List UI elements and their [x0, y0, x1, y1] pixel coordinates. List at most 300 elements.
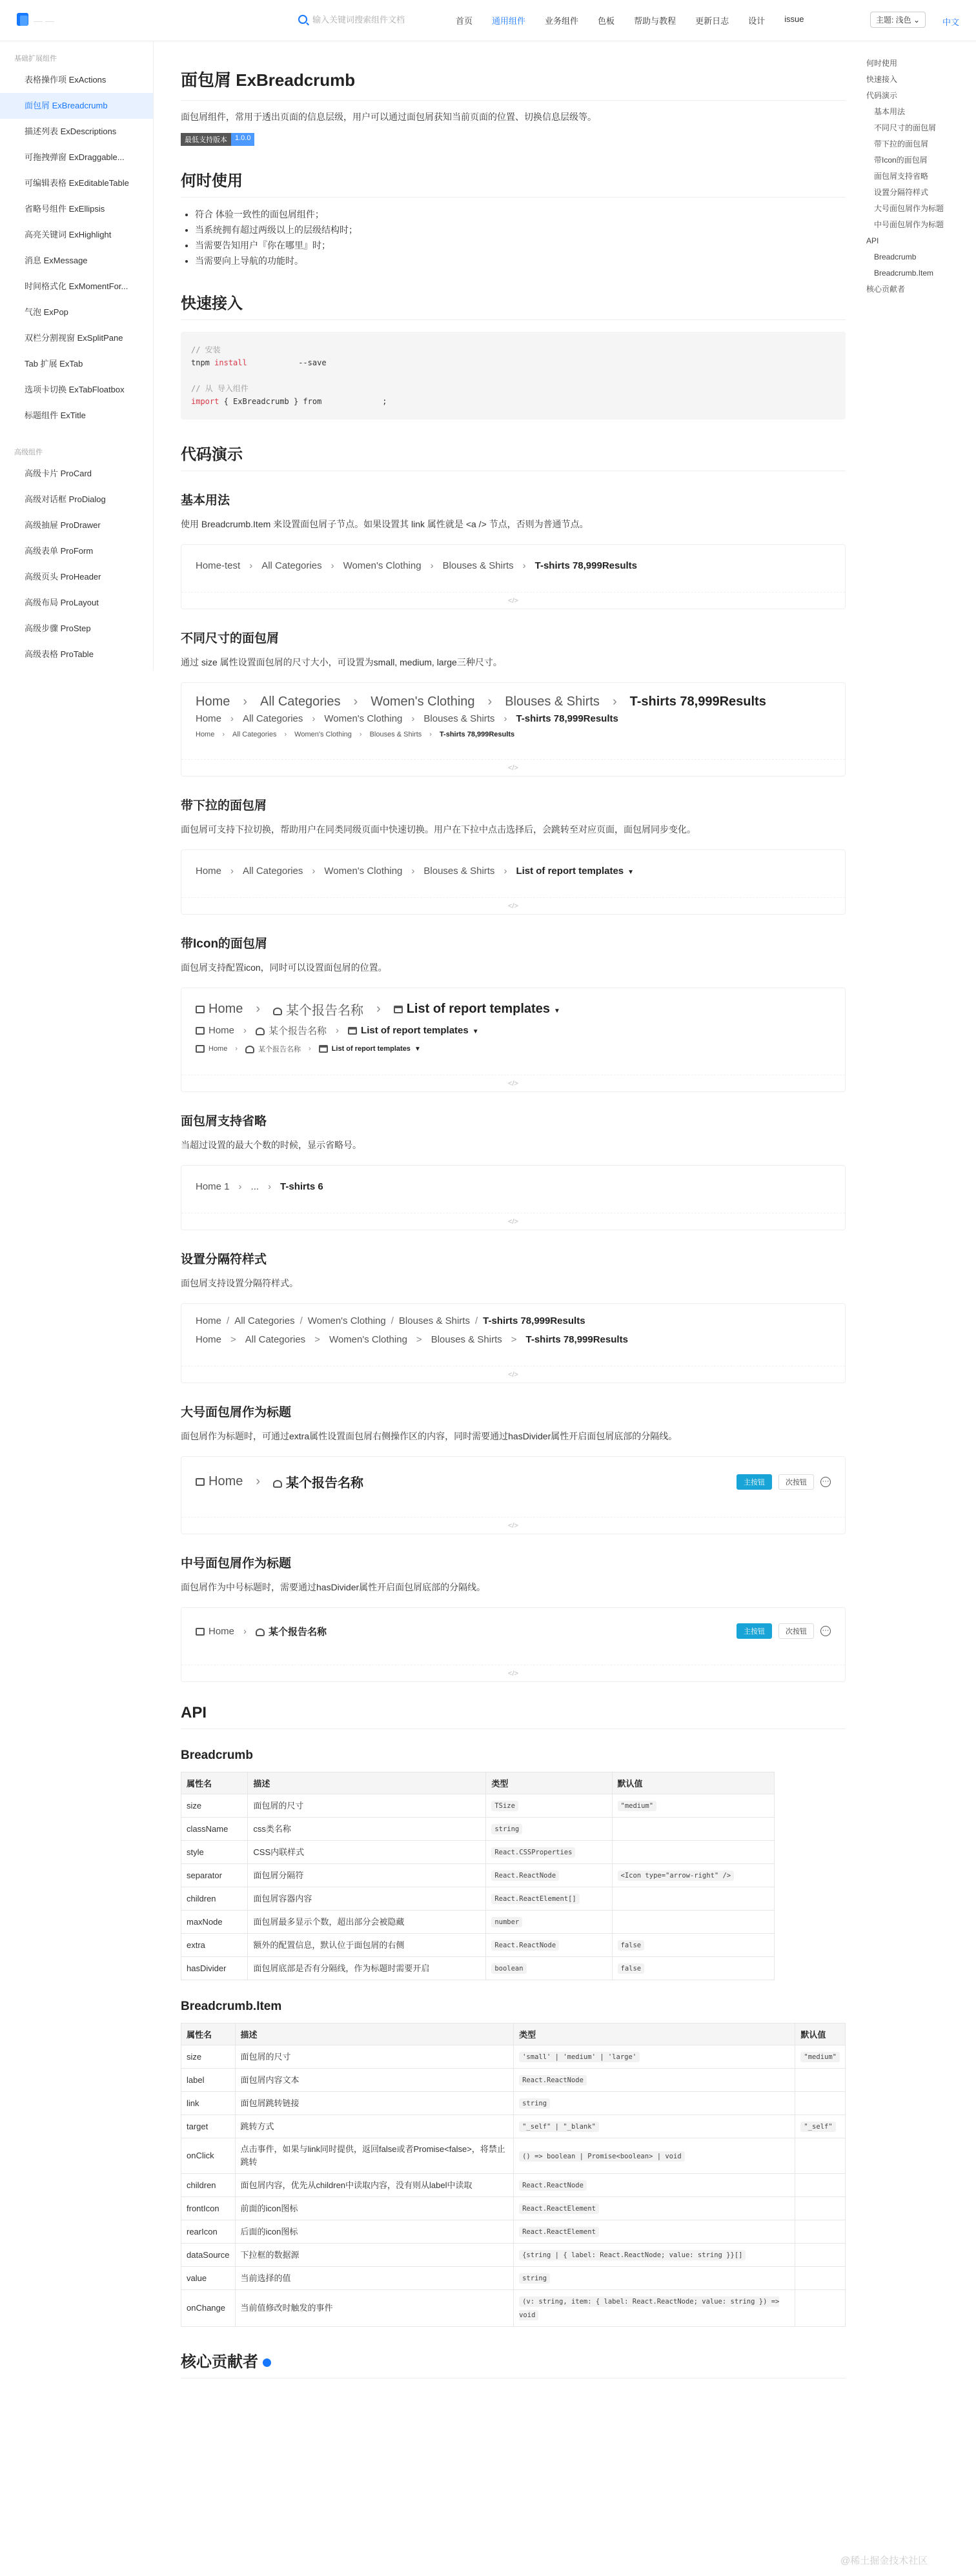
- table-cell: size: [181, 1794, 248, 1818]
- separator: /: [300, 1315, 303, 1326]
- breadcrumb-dropdown[interactable]: [319, 1045, 421, 1053]
- primary-button[interactable]: 主按钮: [737, 1623, 772, 1639]
- toc-link[interactable]: 代码演示: [866, 91, 898, 100]
- breadcrumb-item[interactable]: Women's Clothing: [294, 731, 352, 738]
- chevron-right-icon: ›: [268, 1181, 272, 1192]
- sidebar-item[interactable]: 高亮关键词 ExHighlight: [25, 230, 112, 239]
- breadcrumb-dropdown[interactable]: [348, 1025, 479, 1036]
- breadcrumb-item[interactable]: [196, 1025, 234, 1036]
- breadcrumb-item[interactable]: Home-test: [196, 560, 241, 571]
- separator: /: [227, 1315, 230, 1326]
- toc-link[interactable]: 不同尺寸的面包屑: [874, 123, 937, 132]
- chevron-right-icon: ›: [429, 731, 432, 738]
- user-icon: [256, 1028, 265, 1035]
- breadcrumb-current: T-shirts 6: [280, 1181, 323, 1192]
- table-cell: [486, 1818, 612, 1841]
- column-header: 类型: [486, 1772, 612, 1794]
- table-row: [181, 1887, 775, 1911]
- table-cell: 面包屑底部是否有分隔线，作为标题时需要开启: [248, 1957, 486, 1980]
- breadcrumb-item[interactable]: [196, 1002, 243, 1017]
- breadcrumb-item[interactable]: Blouses & Shirts: [423, 866, 495, 877]
- toc-link[interactable]: Breadcrumb: [874, 252, 917, 261]
- sidebar: [0, 41, 154, 671]
- more-icon[interactable]: ···: [820, 1626, 831, 1636]
- breadcrumb-item[interactable]: Home: [196, 731, 215, 738]
- sidebar-item[interactable]: 标题组件 ExTitle: [25, 411, 86, 420]
- table-cell: [795, 2092, 846, 2115]
- chevron-right-icon: ›: [284, 731, 287, 738]
- breadcrumb-current: T-shirts 78,999Results: [439, 731, 515, 738]
- code-toggle-icon[interactable]: </>: [181, 592, 845, 609]
- sidebar-item[interactable]: 时间格式化 ExMomentFor...: [25, 281, 128, 291]
- code-token: install: [214, 358, 247, 367]
- table-cell: [795, 2267, 846, 2290]
- breadcrumb-item[interactable]: Women's Clothing: [324, 866, 403, 877]
- demo-separator-desc: 面包屑支持设置分隔符样式。: [181, 1278, 298, 1288]
- sidebar-item[interactable]: Tab 扩展 ExTab: [25, 359, 83, 369]
- code-toggle-icon[interactable]: </>: [181, 1517, 845, 1534]
- sidebar-item[interactable]: 高级布局 ProLayout: [25, 598, 99, 607]
- table-cell: [612, 1864, 775, 1887]
- sidebar-group-label: 基础扩展组件: [14, 55, 57, 63]
- breadcrumb-item[interactable]: [196, 1626, 234, 1637]
- secondary-button[interactable]: 次按钮: [778, 1623, 814, 1639]
- breadcrumb-item[interactable]: Blouses & Shirts: [423, 713, 495, 724]
- code-value: React.ReactNode: [519, 2075, 587, 2085]
- column-header: 属性名: [181, 1772, 248, 1794]
- watermark: @稀土掘金技术社区: [840, 2555, 928, 2566]
- chevron-right-icon: ›: [330, 560, 334, 571]
- table-cell: [612, 1818, 775, 1841]
- sidebar-item[interactable]: 高级对话框 ProDialog: [25, 494, 106, 504]
- code-token: --save: [298, 358, 327, 367]
- table-cell: 下拉框的数据源: [235, 2244, 514, 2267]
- table-cell: [486, 1911, 612, 1934]
- sidebar-item[interactable]: 双栏分割视窗 ExSplitPane: [25, 333, 123, 343]
- image-icon: [196, 1478, 205, 1486]
- breadcrumb-item[interactable]: Home: [196, 695, 230, 709]
- table-cell: [514, 2138, 795, 2174]
- breadcrumb: [196, 560, 831, 571]
- table-row: [181, 2244, 846, 2267]
- breadcrumb-ellipsis[interactable]: ...: [250, 1181, 259, 1192]
- column-header: 默认值: [795, 2023, 846, 2045]
- chevron-right-icon: ›: [312, 866, 316, 877]
- breadcrumb: [196, 1181, 831, 1192]
- chevron-down-icon: ▼: [472, 1028, 479, 1035]
- table-cell: [612, 1841, 775, 1864]
- breadcrumb-item[interactable]: Home: [196, 713, 222, 724]
- language-switch[interactable]: 中文: [942, 17, 960, 27]
- breadcrumb-item[interactable]: All Categories: [243, 866, 303, 877]
- breadcrumb-item[interactable]: Women's Clothing: [343, 560, 422, 571]
- secondary-button[interactable]: 次按钮: [778, 1474, 814, 1490]
- code-value: string: [491, 1824, 522, 1834]
- table-cell: [612, 1911, 775, 1934]
- chevron-right-icon: ›: [243, 695, 248, 709]
- breadcrumb-item[interactable]: All Categories: [261, 560, 322, 571]
- table-cell: [795, 2197, 846, 2220]
- table-cell: [486, 1957, 612, 1980]
- list-item: • 当需要向上导航的功能时。: [195, 253, 846, 269]
- item-label: Home: [208, 1025, 235, 1036]
- main-content: [181, 41, 846, 2378]
- nav-issue[interactable]: issue: [784, 14, 804, 24]
- breadcrumb-item[interactable]: All Categories: [243, 713, 303, 724]
- table-cell: 面包屑最多显示个数，超出部分会被隐藏: [248, 1911, 486, 1934]
- table-cell: 额外的配置信息，默认位于面包屑的右侧: [248, 1934, 486, 1957]
- main-nav: [456, 14, 804, 26]
- chevron-right-icon: ›: [376, 1002, 381, 1016]
- item-label: 某个报告名称: [269, 1026, 327, 1037]
- toc-link[interactable]: 大号面包屑作为标题: [874, 204, 944, 213]
- demo-icon: [181, 988, 846, 1092]
- nav-business-components[interactable]: 业务组件: [545, 16, 579, 26]
- table-header-row: [181, 1772, 775, 1794]
- chevron-right-icon: ›: [336, 1025, 340, 1036]
- table-cell: [514, 2197, 795, 2220]
- table-cell: [795, 2069, 846, 2092]
- breadcrumb-item[interactable]: Women's Clothing: [329, 1334, 407, 1345]
- calendar-icon: [394, 1006, 403, 1013]
- breadcrumb-item[interactable]: All Categories: [245, 1334, 306, 1345]
- table-cell: 后面的icon图标: [235, 2220, 514, 2244]
- calendar-icon: [319, 1045, 328, 1053]
- chevron-right-icon: ›: [359, 731, 362, 738]
- nav-common-components[interactable]: 通用组件: [492, 16, 526, 26]
- toc-link[interactable]: 设置分隔符样式: [874, 188, 929, 197]
- user-icon: [273, 1480, 282, 1488]
- toc-link[interactable]: 基本用法: [874, 107, 906, 116]
- breadcrumb-item[interactable]: All Categories: [232, 731, 277, 738]
- more-icon[interactable]: ···: [820, 1477, 831, 1487]
- column-header: 属性名: [181, 2023, 236, 2045]
- demo-ellipsis-title: 面包屑支持省略: [181, 1115, 267, 1128]
- table-cell: 跳转方式: [235, 2115, 514, 2138]
- table-row: [181, 1794, 775, 1818]
- sidebar-item[interactable]: 高级表单 ProForm: [25, 546, 94, 556]
- toc-link[interactable]: 带Icon的面包屑: [874, 156, 928, 165]
- breadcrumb-item[interactable]: Women's Clothing: [371, 695, 475, 709]
- chevron-right-icon: ›: [249, 560, 253, 571]
- table-row: [181, 2138, 846, 2174]
- table-cell: [795, 2115, 846, 2138]
- toc-link[interactable]: 中号面包屑作为标题: [874, 220, 944, 229]
- list-item: • 当需要告知用户『你在哪里』时；: [195, 238, 846, 253]
- demo-large-title-title: 大号面包屑作为标题: [181, 1406, 292, 1419]
- breadcrumb-current: T-shirts 78,999Results: [629, 695, 766, 709]
- sidebar-item[interactable]: 面包屑 ExBreadcrumb: [0, 93, 153, 119]
- table-cell: value: [181, 2267, 236, 2290]
- code-value: false: [618, 1940, 645, 1951]
- breadcrumb-item[interactable]: [196, 1474, 243, 1489]
- table-cell: [486, 1887, 612, 1911]
- sidebar-item[interactable]: 高级抽屉 ProDrawer: [25, 520, 101, 530]
- breadcrumb-large: [196, 1000, 831, 1019]
- chevron-down-icon: ▼: [553, 1008, 560, 1015]
- search-icon: [298, 15, 307, 24]
- table-cell: size: [181, 2045, 236, 2069]
- table-cell: [514, 2069, 795, 2092]
- toc-link[interactable]: 带下拉的面包屑: [874, 139, 929, 148]
- demo-large-title: [181, 1456, 846, 1534]
- code-token: { ExBreadcrumb } from: [223, 397, 322, 406]
- code-comment: // 安装: [191, 345, 221, 354]
- separator: >: [511, 1334, 517, 1345]
- breadcrumb-gt: [196, 1334, 831, 1345]
- table-cell: [514, 2220, 795, 2244]
- table-cell: rearIcon: [181, 2220, 236, 2244]
- code-value: React.ReactNode: [491, 1871, 559, 1881]
- table-row: [181, 2115, 846, 2138]
- column-header: 类型: [514, 2023, 795, 2045]
- breadcrumb-current: [256, 1625, 327, 1638]
- toc-link[interactable]: API: [866, 236, 879, 245]
- table-cell: [612, 1957, 775, 1980]
- demo-icon-desc: 面包屑支持配置icon，同时可以设置面包屑的位置。: [181, 962, 387, 973]
- badge-value: 1.0.0: [231, 133, 254, 146]
- item-label: 某个报告名称: [269, 1626, 327, 1638]
- breadcrumb-current: [273, 1472, 363, 1491]
- code-value: React.CSSProperties: [491, 1847, 575, 1858]
- toc-link[interactable]: 何时使用: [866, 59, 898, 68]
- breadcrumb-medium: [196, 713, 831, 724]
- breadcrumb-item[interactable]: [273, 1000, 363, 1019]
- breadcrumb-item[interactable]: [245, 1044, 301, 1054]
- table-cell: 面包屑内容，优先从children中读取内容，没有则从label中读取: [235, 2174, 514, 2197]
- section-quickstart: 快速接入: [181, 290, 846, 320]
- table-cell: 当前选择的值: [235, 2267, 514, 2290]
- theme-select[interactable]: [870, 12, 926, 28]
- column-header: 描述: [248, 1772, 486, 1794]
- table-cell: 面包屑容器内容: [248, 1887, 486, 1911]
- table-cell: dataSource: [181, 2244, 236, 2267]
- code-value: 'small' | 'medium' | 'large': [519, 2052, 640, 2062]
- sidebar-item[interactable]: 气泡 ExPop: [25, 307, 68, 317]
- chevron-right-icon: ›: [256, 1474, 261, 1488]
- demo-dropdown-desc: 面包屑可支持下拉切换，帮助用户在同类同级页面中快速切换。用户在下拉中点击选择后，会跳转至对应页面，面包屑同步变化。: [181, 824, 696, 835]
- chevron-right-icon: ›: [503, 866, 507, 877]
- table-cell: separator: [181, 1864, 248, 1887]
- table-cell: [795, 2045, 846, 2069]
- code-token: tnpm: [191, 358, 210, 367]
- table-row: [181, 2197, 846, 2220]
- table-cell: 面包屑内容文本: [235, 2069, 514, 2092]
- code-toggle-icon[interactable]: </>: [181, 1665, 845, 1681]
- breadcrumb-item[interactable]: [256, 1024, 327, 1037]
- section-contributors: [181, 2349, 846, 2378]
- chevron-down-icon: ▼: [627, 869, 635, 876]
- breadcrumb-item[interactable]: [196, 1045, 227, 1053]
- demo-size-desc: 通过 size 属性设置面包屑的尺寸大小，可设置为small, medium, large三种尺寸。: [181, 657, 502, 667]
- column-header: 描述: [235, 2023, 514, 2045]
- demo-separator-title: 设置分隔符样式: [181, 1253, 267, 1266]
- table-row: [181, 2220, 846, 2244]
- chevron-down-icon: ▼: [414, 1045, 421, 1053]
- code-value: (v: string, item: { label: React.ReactNode; value: string }) => void: [519, 2298, 780, 2319]
- breadcrumb-item[interactable]: Women's Clothing: [324, 713, 403, 724]
- breadcrumb-item[interactable]: Blouses & Shirts: [398, 1315, 470, 1326]
- user-icon: [273, 1008, 282, 1015]
- table-cell: extra: [181, 1934, 248, 1957]
- demo-basic-desc: 使用 Breadcrumb.Item 来设置面包屑子节点。如果设置其 link 属性就是 <a /> 节点，否则为普通节点。: [181, 519, 589, 529]
- code-value: string: [519, 2098, 550, 2109]
- demo-basic-title: 基本用法: [181, 494, 230, 507]
- chevron-right-icon: ›: [243, 1625, 247, 1637]
- nav-help[interactable]: 帮助与教程: [634, 16, 676, 26]
- code-value: "_self": [800, 2122, 835, 2132]
- table-row: [181, 1934, 775, 1957]
- code-value: "medium": [800, 2052, 840, 2062]
- toc-link[interactable]: 面包屑支持省略: [874, 172, 929, 181]
- code-toggle-icon[interactable]: </>: [181, 1213, 845, 1230]
- sidebar-item[interactable]: 高级页头 ProHeader: [25, 572, 101, 582]
- table-cell: 面包屑的尺寸: [248, 1794, 486, 1818]
- code-token: import: [191, 397, 219, 406]
- code-value: false: [618, 1963, 645, 1974]
- table-cell: [486, 1864, 612, 1887]
- sidebar-item[interactable]: 表格操作项 ExActions: [25, 75, 107, 85]
- toc-link[interactable]: 核心贡献者: [866, 285, 906, 294]
- demo-icon-title: 带Icon的面包屑: [181, 937, 268, 951]
- sidebar-item[interactable]: 高级卡片 ProCard: [25, 469, 92, 478]
- code-toggle-icon[interactable]: </>: [181, 1075, 845, 1091]
- table-cell: link: [181, 2092, 236, 2115]
- table-cell: CSS内联样式: [248, 1841, 486, 1864]
- breadcrumb-dropdown[interactable]: [394, 1002, 560, 1017]
- breadcrumb-item[interactable]: Home: [196, 1334, 222, 1345]
- calendar-icon: [348, 1027, 357, 1035]
- table-row: [181, 1864, 775, 1887]
- breadcrumb-current: T-shirts 78,999Results: [534, 560, 638, 571]
- breadcrumb-medium: [196, 1024, 831, 1037]
- table-cell: [486, 1841, 612, 1864]
- api-item-table: [181, 2023, 846, 2327]
- breadcrumb-item[interactable]: All Categories: [234, 1315, 295, 1326]
- nav-home[interactable]: 首页: [456, 16, 473, 26]
- nav-changelog[interactable]: 更新日志: [695, 16, 729, 26]
- table-cell: 前面的icon图标: [235, 2197, 514, 2220]
- chevron-right-icon: ›: [503, 713, 507, 724]
- section-demos: 代码演示: [181, 441, 846, 471]
- chevron-right-icon: ›: [430, 560, 434, 571]
- table-row: [181, 2267, 846, 2290]
- breadcrumb-item[interactable]: Home: [196, 866, 222, 877]
- logo[interactable]: [17, 13, 28, 26]
- table-cell: [795, 2290, 846, 2327]
- breadcrumb-small: [196, 1044, 831, 1054]
- nav-palette[interactable]: 色板: [598, 16, 615, 26]
- table-cell: maxNode: [181, 1911, 248, 1934]
- search-box[interactable]: [298, 13, 405, 25]
- sidebar-item[interactable]: 描述列表 ExDescriptions: [25, 127, 117, 136]
- separator: /: [474, 1315, 478, 1326]
- contrib-title: 核心贡献者: [181, 2353, 258, 2371]
- search-input[interactable]: 输入关键词搜索组件文档: [312, 15, 405, 25]
- table-row: [181, 2174, 846, 2197]
- table-cell: target: [181, 2115, 236, 2138]
- breadcrumb-item[interactable]: Home: [196, 1315, 222, 1326]
- table-cell: 点击事件，如果与link同时提供，返回false或者Promise<false>，将禁止跳转: [235, 2138, 514, 2174]
- dropdown-label: List of report templates: [361, 1025, 469, 1036]
- demo-size: [181, 682, 846, 776]
- chevron-right-icon: ›: [309, 1045, 311, 1053]
- sidebar-group-label: 高级组件: [14, 449, 43, 456]
- code-toggle-icon[interactable]: </>: [181, 897, 845, 914]
- item-label: Home: [208, 1002, 243, 1016]
- chevron-right-icon: ›: [235, 1045, 238, 1053]
- toc-link[interactable]: Breadcrumb.Item: [874, 269, 934, 278]
- primary-button[interactable]: 主按钮: [737, 1474, 772, 1490]
- table-cell: style: [181, 1841, 248, 1864]
- user-icon: [245, 1046, 254, 1053]
- table-cell: [514, 2115, 795, 2138]
- chevron-right-icon: ›: [312, 713, 316, 724]
- breadcrumb-item[interactable]: Blouses & Shirts: [442, 560, 514, 571]
- sidebar-item[interactable]: 高级表格 ProTable: [25, 649, 94, 659]
- code-value: () => boolean | Promise<boolean> | void: [519, 2151, 685, 2162]
- code-value: React.ReactElement: [519, 2227, 599, 2237]
- chevron-right-icon: ›: [522, 560, 526, 571]
- table-row: [181, 2290, 846, 2327]
- separator: >: [230, 1334, 236, 1345]
- breadcrumb-item[interactable]: Blouses & Shirts: [505, 695, 600, 709]
- item-label: 某个报告名称: [286, 1476, 364, 1490]
- demo-medium-title-desc: 面包屑作为中号标题时，需要通过hasDivider属性开启面包屑底部的分隔线。: [181, 1582, 486, 1592]
- sidebar-item[interactable]: 高级步骤 ProStep: [25, 624, 91, 633]
- chevron-right-icon: ›: [353, 695, 358, 709]
- table-row: [181, 1911, 775, 1934]
- demo-medium-title-title: 中号面包屑作为标题: [181, 1557, 292, 1570]
- table-cell: onClick: [181, 2138, 236, 2174]
- sidebar-item[interactable]: 消息 ExMessage: [25, 256, 88, 265]
- code-value: React.ReactNode: [491, 1940, 559, 1951]
- code-value: React.ReactNode: [519, 2180, 587, 2191]
- table-row: [181, 1818, 775, 1841]
- breadcrumb-dropdown[interactable]: [516, 866, 634, 877]
- table-row: [181, 2069, 846, 2092]
- breadcrumb-item[interactable]: Blouses & Shirts: [431, 1334, 502, 1345]
- separator: /: [391, 1315, 394, 1326]
- toc-link[interactable]: 快速接入: [866, 75, 898, 84]
- code-value: boolean: [491, 1963, 526, 1974]
- image-icon: [196, 1027, 205, 1035]
- table-cell: 面包屑分隔符: [248, 1864, 486, 1887]
- sidebar-item[interactable]: 省略号组件 ExEllipsis: [25, 204, 105, 214]
- dropdown-label: List of report templates: [331, 1044, 411, 1053]
- breadcrumb-item[interactable]: Women's Clothing: [307, 1315, 386, 1326]
- breadcrumb-item[interactable]: Blouses & Shirts: [369, 731, 422, 738]
- chevron-right-icon: ›: [411, 866, 415, 877]
- code-toggle-icon[interactable]: </>: [181, 1366, 845, 1383]
- chevron-right-icon: ›: [222, 731, 225, 738]
- sidebar-item[interactable]: 可编辑表格 ExEditableTable: [25, 178, 129, 188]
- table-cell: 当前值修改时触发的事件: [235, 2290, 514, 2327]
- breadcrumb-item[interactable]: Home 1: [196, 1181, 230, 1192]
- nav-design[interactable]: 设计: [748, 16, 766, 26]
- theme-label: 主题: 浅色: [876, 15, 911, 25]
- sidebar-item[interactable]: 可拖拽弹窗 ExDraggable...: [25, 152, 125, 162]
- demo-size-title: 不同尺寸的面包屑: [181, 632, 280, 645]
- code-toggle-icon[interactable]: </>: [181, 759, 845, 776]
- breadcrumb-item[interactable]: All Categories: [260, 695, 341, 709]
- breadcrumb-small: [196, 731, 831, 738]
- image-icon: [196, 1628, 205, 1636]
- table-cell: [514, 2244, 795, 2267]
- sidebar-item[interactable]: 选项卡切换 ExTabFloatbox: [25, 385, 125, 394]
- code-value: <Icon type="arrow-right" />: [618, 1871, 735, 1881]
- breadcrumb-current: T-shirts 78,999Results: [525, 1334, 628, 1345]
